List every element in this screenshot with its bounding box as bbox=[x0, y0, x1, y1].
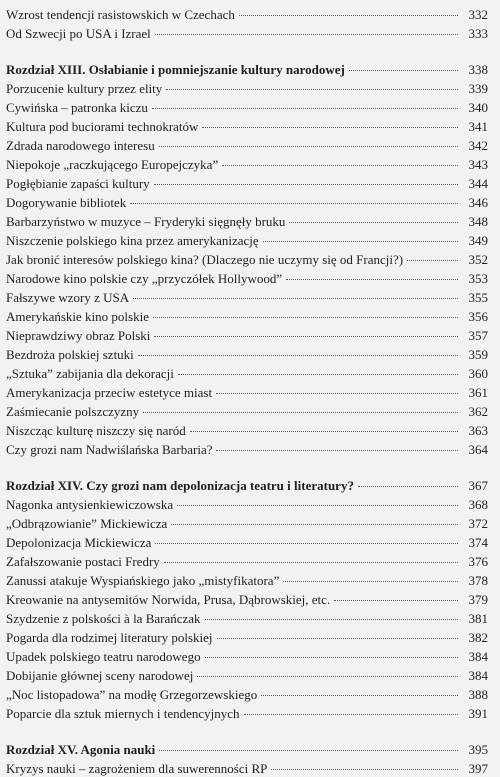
entry-page: 364 bbox=[468, 442, 488, 457]
entry-page: 344 bbox=[468, 176, 488, 191]
entry-title: Pogarda dla rodzimej literatury polskiej bbox=[6, 630, 213, 645]
toc-entry bbox=[6, 385, 488, 401]
entry-title: Poparcie dla sztuk miernych i tendencyjnych bbox=[6, 706, 240, 721]
entry-page: 368 bbox=[468, 497, 488, 512]
entry-page: 372 bbox=[468, 516, 488, 531]
dot-leader bbox=[154, 335, 458, 337]
toc-entry bbox=[6, 271, 488, 287]
entry-page: 332 bbox=[468, 7, 488, 22]
entry-page: 381 bbox=[468, 611, 488, 626]
entry-page: 384 bbox=[468, 668, 488, 683]
entry-title: „Sztuka” zabijania dla dekoracji bbox=[6, 366, 174, 381]
toc-entry bbox=[6, 347, 488, 363]
toc-entry bbox=[6, 442, 488, 458]
dot-leader bbox=[222, 164, 458, 166]
entry-title: „Noc listopadowa” na modłę Grzegorzewskiego bbox=[6, 687, 258, 702]
dot-leader bbox=[133, 297, 458, 299]
entry-page: 356 bbox=[468, 309, 488, 324]
entry-page: 391 bbox=[468, 706, 488, 721]
dot-leader bbox=[154, 183, 458, 185]
entry-title: Narodowe kino polskie czy „przyczółek Hollywood” bbox=[6, 271, 283, 286]
entry-title: Zdrada narodowego interesu bbox=[6, 138, 155, 153]
entry-page: 384 bbox=[468, 649, 488, 664]
entry-title: Depolonizacja Mickiewicza bbox=[6, 535, 152, 550]
dot-leader bbox=[197, 675, 458, 677]
entry-page: 363 bbox=[468, 423, 488, 438]
entry-title: Zaśmiecanie polszczyzny bbox=[6, 404, 140, 419]
toc-entry bbox=[6, 309, 488, 325]
entry-page: 355 bbox=[468, 290, 488, 305]
dot-leader bbox=[286, 278, 458, 280]
entry-title: Od Szwecji po USA i Izrael bbox=[6, 26, 151, 41]
entry-title: Niszczenie polskiego kina przez amerykanizację bbox=[6, 233, 259, 248]
dot-leader bbox=[358, 485, 458, 487]
entry-page: 374 bbox=[468, 535, 488, 550]
toc-entry bbox=[6, 668, 488, 684]
chapter-heading bbox=[6, 62, 488, 78]
toc-entry bbox=[6, 119, 488, 135]
dot-leader bbox=[216, 392, 458, 394]
entry-page: 357 bbox=[468, 328, 488, 343]
entry-page: 339 bbox=[468, 81, 488, 96]
dot-leader bbox=[349, 69, 458, 71]
toc-entry bbox=[6, 138, 488, 154]
entry-title: Barbarzyństwo w muzyce – Fryderyki sięgnęły bruku bbox=[6, 214, 286, 229]
entry-page: 388 bbox=[468, 687, 488, 702]
entry-title: Dobijanie głównej sceny narodowej bbox=[6, 668, 194, 683]
entry-page: 348 bbox=[468, 214, 488, 229]
dot-leader bbox=[202, 126, 458, 128]
dot-leader bbox=[263, 240, 458, 242]
entry-title: Fałszywe wzory z USA bbox=[6, 290, 130, 305]
entry-title: Porzucenie kultury przez elity bbox=[6, 81, 163, 96]
entry-title: Bezdroża polskiej sztuki bbox=[6, 347, 134, 362]
toc-entry bbox=[6, 7, 488, 23]
toc-entry bbox=[6, 252, 488, 268]
toc-entry bbox=[6, 554, 488, 570]
dot-leader bbox=[159, 145, 458, 147]
entry-page: 379 bbox=[468, 592, 488, 607]
chapter-title: Rozdział XIII. Osłabianie i pomniejszanie kultury narodowej bbox=[6, 62, 345, 77]
dot-leader bbox=[143, 411, 458, 413]
toc-entry bbox=[6, 535, 488, 551]
chapter-title: Rozdział XIV. Czy grozi nam depolonizacja teatru i literatury? bbox=[6, 478, 354, 493]
chapter-page: 395 bbox=[468, 742, 488, 757]
dot-leader bbox=[334, 599, 458, 601]
entry-page: 362 bbox=[468, 404, 488, 419]
toc-entry bbox=[6, 497, 488, 513]
entry-title: Kreowanie na antysemitów Norwida, Prusa, Dąbrowskiej, etc. bbox=[6, 592, 331, 607]
dot-leader bbox=[152, 107, 458, 109]
entry-title: Kultura pod buciorami technokratów bbox=[6, 119, 199, 134]
toc-entry bbox=[6, 611, 488, 627]
dot-leader bbox=[155, 542, 458, 544]
entry-title: Amerykańskie kino polskie bbox=[6, 309, 149, 324]
toc-entry bbox=[6, 761, 488, 777]
entry-title: Pogłębianie zapaści kultury bbox=[6, 176, 150, 191]
toc-entry bbox=[6, 195, 488, 211]
entry-page: 346 bbox=[468, 195, 488, 210]
toc-entry bbox=[6, 100, 488, 116]
entry-title: Upadek polskiego teatru narodowego bbox=[6, 649, 201, 664]
dot-leader bbox=[271, 768, 458, 770]
entry-title: Cywińska – patronka kiczu bbox=[6, 100, 148, 115]
dot-leader bbox=[283, 580, 458, 582]
chapter-heading bbox=[6, 742, 488, 758]
entry-page: 333 bbox=[468, 26, 488, 41]
entry-title: Wzrost tendencji rasistowskich w Czechach bbox=[6, 7, 235, 22]
chapter-page: 367 bbox=[468, 478, 488, 493]
dot-leader bbox=[177, 504, 458, 506]
dot-leader bbox=[244, 713, 458, 715]
dot-leader bbox=[159, 749, 458, 751]
entry-title: Niszcząc kulturę niszczy się naród bbox=[6, 423, 186, 438]
dot-leader bbox=[407, 259, 458, 261]
toc-entry bbox=[6, 366, 488, 382]
dot-leader bbox=[178, 373, 458, 375]
toc-entry bbox=[6, 649, 488, 665]
chapter-page: 338 bbox=[468, 62, 488, 77]
dot-leader bbox=[190, 430, 458, 432]
toc-entry bbox=[6, 157, 488, 173]
entry-title: Zanussi atakuje Wyspiańskiego jako „mistyfikatora” bbox=[6, 573, 280, 588]
entry-title: „Odbrązowianie” Mickiewicza bbox=[6, 516, 168, 531]
toc-entry bbox=[6, 404, 488, 420]
entry-title: Jak bronić interesów polskiego kina? (Dlaczego nie uczymy się od Francji?) bbox=[6, 252, 404, 267]
dot-leader bbox=[171, 523, 458, 525]
entry-page: 360 bbox=[468, 366, 488, 381]
dot-leader bbox=[289, 221, 458, 223]
chapter-heading bbox=[6, 478, 488, 494]
toc-entry bbox=[6, 516, 488, 532]
entry-title: Zafałszowanie postaci Fredry bbox=[6, 554, 160, 569]
dot-leader bbox=[166, 88, 458, 90]
toc-entry bbox=[6, 290, 488, 306]
toc-entry bbox=[6, 328, 488, 344]
toc-entry bbox=[6, 573, 488, 589]
entry-page: 340 bbox=[468, 100, 488, 115]
dot-leader bbox=[217, 637, 459, 639]
toc-entry bbox=[6, 176, 488, 192]
entry-page: 353 bbox=[468, 271, 488, 286]
dot-leader bbox=[205, 656, 458, 658]
dot-leader bbox=[216, 449, 458, 451]
dot-leader bbox=[164, 561, 458, 563]
dot-leader bbox=[261, 694, 458, 696]
entry-page: 359 bbox=[468, 347, 488, 362]
toc-entry bbox=[6, 423, 488, 439]
entry-page: 342 bbox=[468, 138, 488, 153]
entry-title: Amerykanizacja przeciw estetyce miast bbox=[6, 385, 213, 400]
entry-page: 382 bbox=[468, 630, 488, 645]
entry-page: 397 bbox=[468, 761, 488, 776]
entry-page: 349 bbox=[468, 233, 488, 248]
entry-title: Dogorywanie bibliotek bbox=[6, 195, 127, 210]
entry-page: 343 bbox=[468, 157, 488, 172]
entry-page: 341 bbox=[468, 119, 488, 134]
dot-leader bbox=[155, 33, 458, 35]
entry-page: 376 bbox=[468, 554, 488, 569]
entry-title: Kryzys nauki – zagrożeniem dla suwerenności RP bbox=[6, 761, 268, 776]
toc-entry bbox=[6, 81, 488, 97]
toc-entry bbox=[6, 687, 488, 703]
entry-page: 352 bbox=[468, 252, 488, 267]
dot-leader bbox=[138, 354, 458, 356]
toc-entry bbox=[6, 706, 488, 722]
entry-title: Nagonka antysienkiewiczowska bbox=[6, 497, 174, 512]
entry-title: Czy grozi nam Nadwiślańska Barbaria? bbox=[6, 442, 213, 457]
entry-title: Nieprawdziwy obraz Polski bbox=[6, 328, 151, 343]
toc-entry bbox=[6, 26, 488, 42]
entry-title: Niepokoje „raczkującego Europejczyka” bbox=[6, 157, 219, 172]
toc-entry bbox=[6, 233, 488, 249]
toc-entry bbox=[6, 214, 488, 230]
entry-page: 361 bbox=[468, 385, 488, 400]
dot-leader bbox=[130, 202, 458, 204]
dot-leader bbox=[153, 316, 458, 318]
dot-leader bbox=[205, 618, 458, 620]
toc-entry bbox=[6, 592, 488, 608]
entry-page: 378 bbox=[468, 573, 488, 588]
toc-entry bbox=[6, 630, 488, 646]
dot-leader bbox=[239, 14, 458, 16]
chapter-title: Rozdział XV. Agonia nauki bbox=[6, 742, 156, 757]
entry-title: Szydzenie z polskości à la Barańczak bbox=[6, 611, 201, 626]
